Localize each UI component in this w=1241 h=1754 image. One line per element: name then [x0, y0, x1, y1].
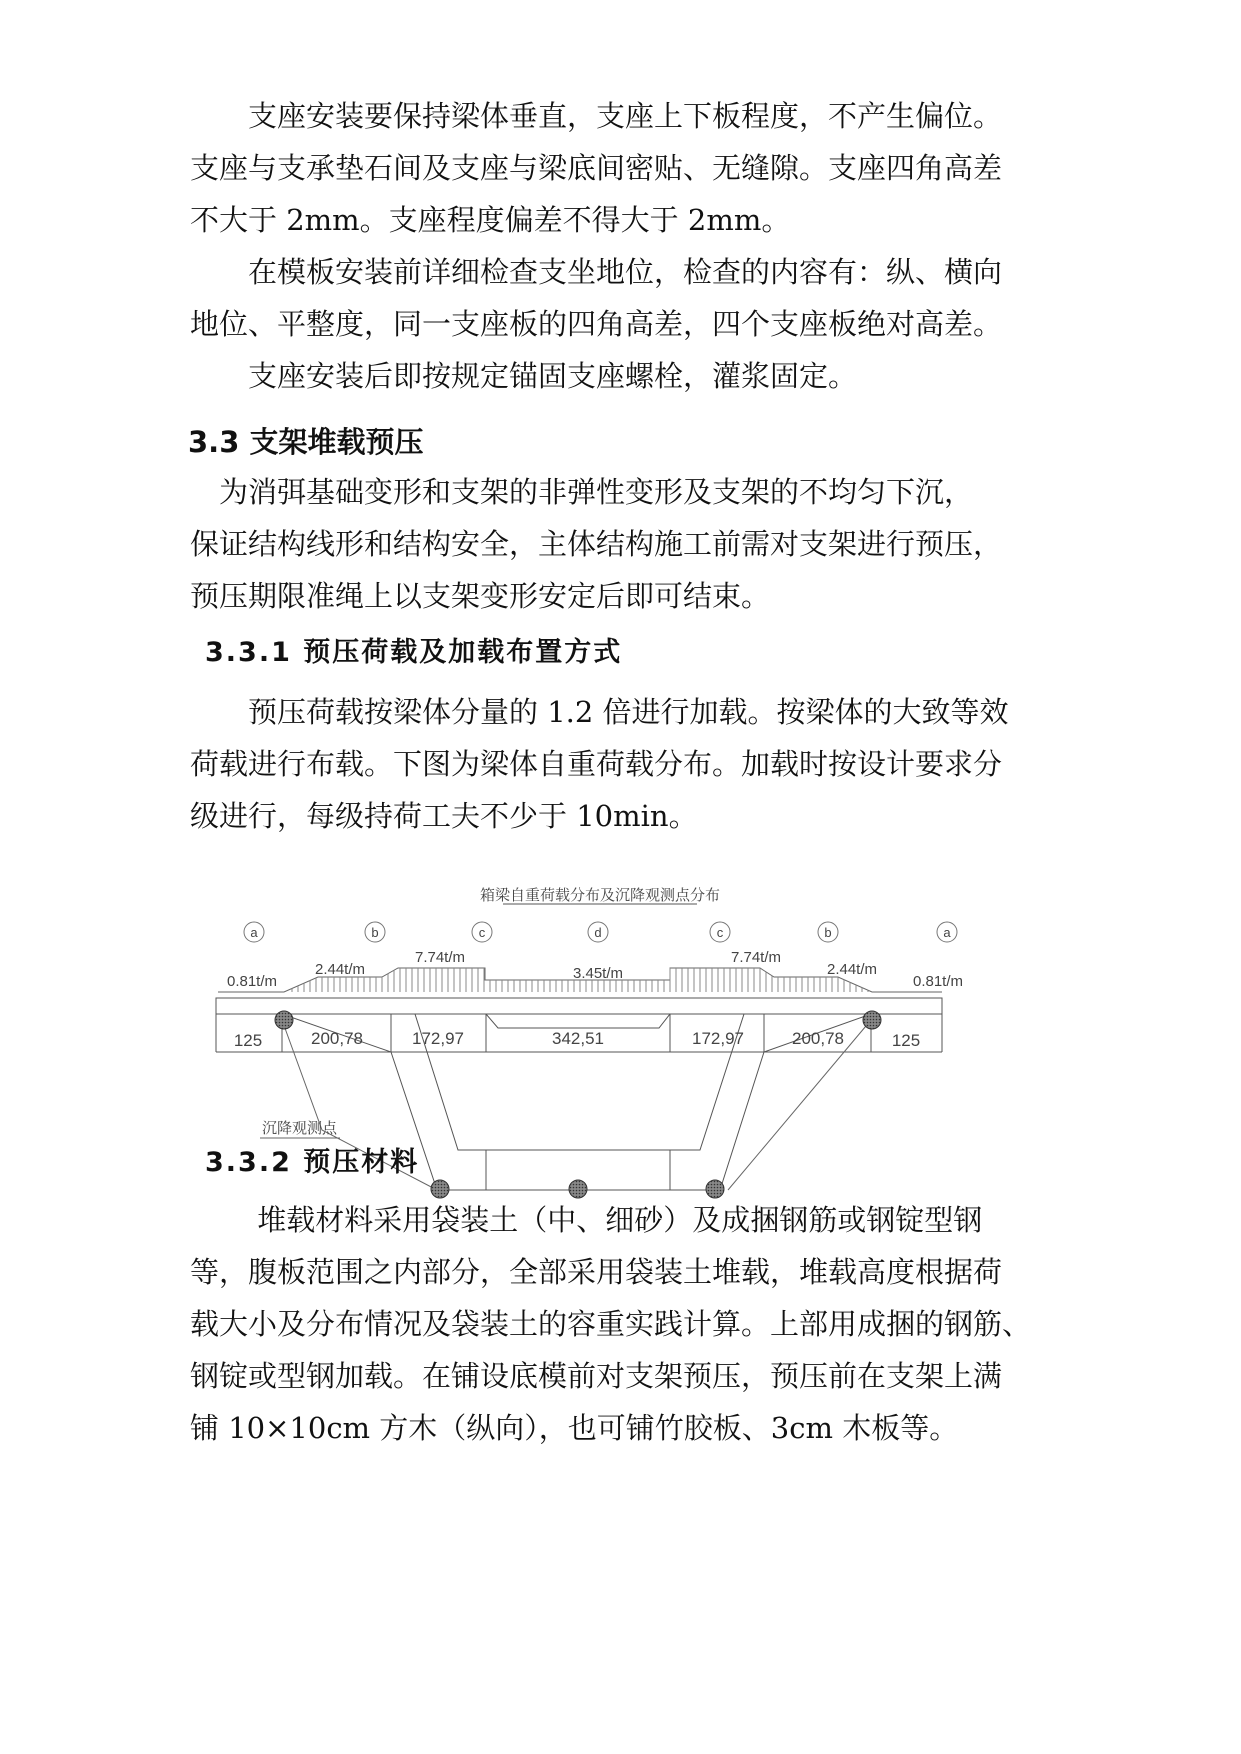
- width-label: 172,97: [692, 1029, 744, 1048]
- load-label: 2.44t/m: [314, 961, 366, 978]
- svg-text:d: d: [594, 925, 602, 940]
- text-line: 载大小及分布情况及袋装土的容重实践计算。上部用成捆的钢筋、: [190, 1307, 1032, 1341]
- text-line: 等，腹板范围之内部分，全部采用袋装土堆载，堆载高度根据荷: [190, 1255, 1003, 1289]
- zone-marker: [710, 922, 730, 942]
- text-line: 支座安装要保持梁体垂直，支座上下板程度，不产生偏位。: [190, 99, 1003, 133]
- svg-text:c: c: [716, 925, 724, 940]
- text-line: 支座与支承垫石间及支座与梁底间密贴、无缝隙。支座四角高差: [190, 151, 1003, 185]
- load-label: 7.74t/m: [414, 949, 466, 966]
- load-label: 2.44t/m: [826, 961, 878, 978]
- zone-marker: [472, 922, 492, 942]
- svg-text:a: a: [943, 925, 951, 940]
- svg-text:a: a: [250, 925, 258, 940]
- text-line: 在模板安装前详细检查支坐地位，检查的内容有：纵、横向: [190, 255, 1003, 289]
- zone-marker: [818, 922, 838, 942]
- paragraph-preload-purpose: [190, 466, 1060, 622]
- text-line: 堆载材料采用袋装土（中、细砂）及成捆钢筋或钢锭型钢: [190, 1203, 983, 1237]
- text-line: 荷载进行布载。下图为梁体自重荷载分布。加载时按设计要求分: [190, 747, 1003, 781]
- diagram-title: 箱梁自重荷载分布及沉降观测点分布: [479, 887, 721, 904]
- paragraph-bearing-install: [190, 90, 1060, 246]
- load-label: 7.74t/m: [730, 949, 782, 966]
- paragraph-preload-material: [190, 1194, 1060, 1454]
- zone-marker: [588, 922, 608, 942]
- width-label: 342,51: [552, 1029, 604, 1048]
- text-line: 地位、平整度，同一支座板的四角高差，四个支座板绝对高差。: [190, 307, 1003, 341]
- text-line: 保证结构线形和结构安全，主体结构施工前需对支架进行预压，: [190, 527, 1003, 561]
- text-line: 预压荷载按梁体分量的 1.2 倍进行加载。按梁体的大致等效: [190, 695, 1009, 729]
- settlement-point: [275, 1011, 293, 1029]
- width-label: 125: [891, 1031, 921, 1050]
- svg-text:b: b: [824, 925, 832, 940]
- settlement-point: [863, 1011, 881, 1029]
- zone-marker: [937, 922, 957, 942]
- svg-text:b: b: [371, 925, 379, 940]
- svg-text:c: c: [478, 925, 486, 940]
- load-label: 0.81t/m: [226, 973, 278, 990]
- section-heading-3-3: 3.3 支架堆载预压: [188, 425, 424, 459]
- width-label: 200,78: [311, 1029, 363, 1048]
- width-label: 200,78: [792, 1029, 844, 1048]
- text-line: 铺 10×10cm 方木（纵向），也可铺竹胶板、3cm 木板等。: [190, 1411, 959, 1445]
- text-line: 不大于 2mm。支座程度偏差不得大于 2mm。: [190, 203, 791, 237]
- zone-marker: [365, 922, 385, 942]
- width-label: 172,97: [412, 1029, 464, 1048]
- text-line: 级进行，每级持荷工夫不少于 10min。: [190, 799, 698, 833]
- width-label: 125: [233, 1031, 263, 1050]
- text-line: 预压期限准绳上以支架变形安定后即可结束。: [190, 579, 771, 613]
- paragraph-bearing-check: [190, 246, 1060, 350]
- text-line: 支座安装后即按规定锚固支座螺栓，灌浆固定。: [190, 359, 858, 393]
- paragraph-preload-load: [190, 686, 1060, 842]
- text-line: 为消弭基础变形和支架的非弹性变形及支架的不均匀下沉，: [190, 475, 974, 509]
- section-heading-3-3-1: 3.3.1 预压荷载及加载布置方式: [205, 637, 623, 668]
- paragraph-bearing-anchor: [190, 350, 1060, 402]
- zone-marker: [244, 922, 264, 942]
- settlement-point-label: 沉降观测点: [262, 1120, 338, 1137]
- load-label: 3.45t/m: [572, 965, 624, 982]
- text-line: 钢锭或型钢加载。在铺设底模前对支架预压，预压前在支架上满: [190, 1359, 1003, 1393]
- load-label: 0.81t/m: [912, 973, 964, 990]
- section-heading-3-3-2: 3.3.2 预压材料: [205, 1147, 420, 1178]
